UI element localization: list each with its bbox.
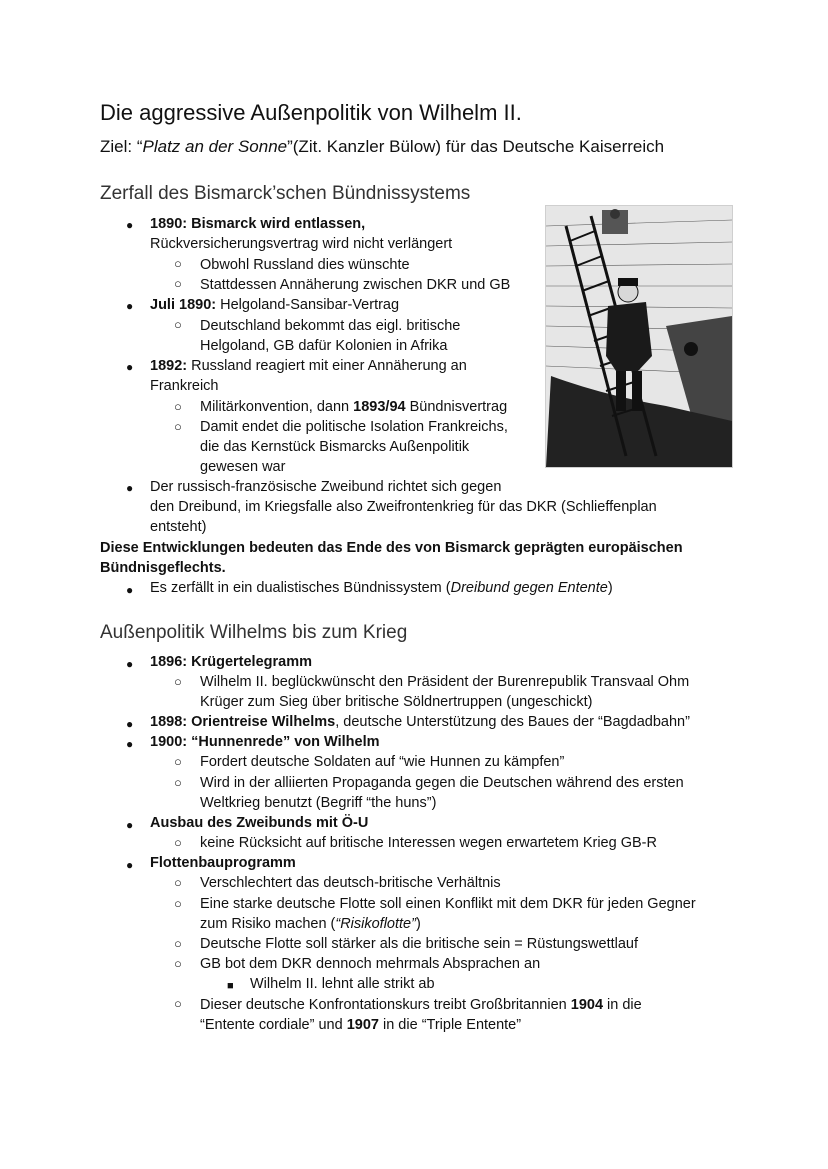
s1-juli-text: Helgoland-Sansibar-Vertrag xyxy=(216,297,400,313)
subtitle-suffix: ”(Zit. Kanzler Bülow) für das Deutsche Kaiserreich xyxy=(287,137,665,156)
s2-line-flotte-3 xyxy=(200,914,421,934)
bullet-disc xyxy=(126,299,133,313)
bullet-circle xyxy=(174,754,182,769)
s1-line-helgoland-2: Helgoland, GB dafür Kolonien in Afrika xyxy=(200,338,448,354)
s2-orient-text: , deutsche Unterstützung des Baues der “Bagdadbahn” xyxy=(335,714,690,730)
bullet-disc xyxy=(126,657,133,671)
m18-a: Dieser deutsche Konfrontationskurs treibt Großbritannien xyxy=(200,997,571,1013)
m18-bold: 1904 xyxy=(570,997,604,1013)
conclusion-line-3 xyxy=(150,578,613,598)
s2-line-hunnen-3: Weltkrieg benutzt (Begriff “the huns”) xyxy=(200,795,437,811)
s2-line-flotte-2: Eine starke deutsche Flotte soll einen Konflikt mit dem DKR für jeden Gegner xyxy=(200,896,696,912)
bullet-disc xyxy=(126,218,133,232)
s1-line-rueckversicherung: Rückversicherungsvertrag wird nicht verlängert xyxy=(150,236,453,252)
bullet-disc xyxy=(126,818,133,832)
subtitle-prefix: Ziel: “ xyxy=(100,137,143,156)
s1-line-zweibund-3: entsteht) xyxy=(150,519,207,535)
conclusion-line-2: Bündnisgeflechts. xyxy=(100,560,226,576)
s2-line-flotte-5: GB bot dem DKR dennoch mehrmals Absprachen an xyxy=(200,956,541,972)
bullet-circle xyxy=(174,674,182,689)
s2-line-flotte-7 xyxy=(200,995,642,1015)
s1-line-isolation-1: Damit endet die politische Isolation Frankreichs, xyxy=(200,419,508,435)
s2-line-krueger-2: Krüger zum Sieg über britische Söldnertruppen (ungeschickt) xyxy=(200,694,593,710)
bullet-circle xyxy=(174,956,182,971)
s2-line-flotte-6: Wilhelm II. lehnt alle strikt ab xyxy=(250,976,435,992)
s1-line-annaeherung: Stattdessen Annäherung zwischen DKR und GB xyxy=(200,277,511,293)
s1-mk-a: Militärkonvention, dann xyxy=(200,399,354,415)
s1-line-isolation-3: gewesen war xyxy=(200,459,286,475)
page-title: Die aggressive Außenpolitik von Wilhelm II. xyxy=(100,100,522,125)
m14-a: zum Risiko machen ( xyxy=(200,916,336,932)
s1-line-1892 xyxy=(150,356,467,376)
m14-italic: “Risikoflotte” xyxy=(335,916,416,932)
s1-line-russland-wunsch: Obwohl Russland dies wünschte xyxy=(200,257,410,273)
bullet-disc xyxy=(126,717,133,731)
s1-mk-b: Bündnisvertrag xyxy=(405,399,508,415)
s2-line-hunnen-1: Fordert deutsche Soldaten auf “wie Hunnen zu kämpfen” xyxy=(200,754,565,770)
s2-line-zweibund: Ausbau des Zweibunds mit Ö-U xyxy=(150,815,369,831)
s1-line-juli-1890 xyxy=(150,295,399,315)
s2-line-flottenbau: Flottenbauprogramm xyxy=(150,855,296,871)
section2-heading: Außenpolitik Wilhelms bis zum Krieg xyxy=(100,622,408,643)
bullet-circle xyxy=(174,835,182,850)
s2-line-hunnenrede: 1900: “Hunnenrede” von Wilhelm xyxy=(150,734,380,750)
bullet-disc xyxy=(126,481,133,495)
bullet-square xyxy=(227,978,234,992)
s1-line-isolation-2: die das Kernstück Bismarcks Außenpolitik xyxy=(200,439,470,455)
s1-line-militaerkonvention xyxy=(200,397,507,417)
s1-1892-text: Russland reagiert mit einer Annäherung an xyxy=(187,358,467,374)
s2-line-krueger-1: Wilhelm II. beglückwünscht den Präsident der Burenrepublik Transvaal Ohm xyxy=(200,674,690,690)
bullet-circle xyxy=(174,936,182,951)
s1-1892-bold: 1892: xyxy=(150,358,188,374)
bullet-circle xyxy=(174,419,182,434)
s2-line-hunnen-2: Wird in der alliierten Propaganda gegen die Deutschen während des ersten xyxy=(200,775,684,791)
c3-b: ) xyxy=(607,580,613,596)
s1-line-helgoland-1: Deutschland bekommt das eigl. britische xyxy=(200,318,461,334)
m18-b: in die xyxy=(603,997,642,1013)
s2-line-orientreise xyxy=(150,712,690,732)
conclusion-line-1: Diese Entwicklungen bedeuten das Ende des von Bismarck geprägten europäischen xyxy=(100,540,683,556)
s1-line-zweibund-2: den Dreibund, im Kriegsfalle also Zweifrontenkrieg für das DKR (Schlieffenplan xyxy=(150,499,657,515)
s2-line-kruegertelegramm: 1896: Krügertelegramm xyxy=(150,654,312,670)
cartoon-illustration xyxy=(545,205,733,468)
bullet-circle xyxy=(174,875,182,890)
page-subtitle xyxy=(100,137,664,157)
s2-line-flotte-8 xyxy=(200,1015,521,1035)
s2-line-ruecksicht: keine Rücksicht auf britische Interessen wegen erwartetem Krieg GB-R xyxy=(200,835,657,851)
bullet-circle xyxy=(174,996,182,1011)
s1-line-frankreich: Frankreich xyxy=(150,378,219,394)
subtitle-quote: Platz an der Sonne xyxy=(142,137,288,156)
bullet-circle xyxy=(174,896,182,911)
bullet-disc xyxy=(126,858,133,872)
cartoon-drawing xyxy=(546,206,732,467)
bullet-disc xyxy=(126,737,133,751)
s2-orient-bold: 1898: Orientreise Wilhelms xyxy=(150,714,336,730)
bullet-disc xyxy=(126,583,133,597)
bullet-disc xyxy=(126,360,133,374)
bullet-circle xyxy=(174,399,182,414)
m19-b: in die “Triple Entente” xyxy=(378,1017,522,1033)
bullet-circle xyxy=(174,317,182,332)
s1-line-1890: 1890: Bismarck wird entlassen, xyxy=(150,216,366,232)
bullet-circle xyxy=(174,276,182,291)
section1-heading: Zerfall des Bismarck’schen Bündnissystems xyxy=(100,183,471,204)
s1-juli-bold: Juli 1890: xyxy=(150,297,217,313)
c3-italic: Dreibund gegen Entente xyxy=(450,580,608,596)
bullet-circle xyxy=(174,775,182,790)
bullet-circle xyxy=(174,256,182,271)
m19-bold: 1907 xyxy=(346,1017,379,1033)
s1-line-zweibund-1: Der russisch-französische Zweibund richtet sich gegen xyxy=(150,479,502,495)
s2-line-flotte-1: Verschlechtert das deutsch-britische Verhältnis xyxy=(200,875,501,891)
m19-a: “Entente cordiale” und xyxy=(200,1017,347,1033)
s1-mk-bold: 1893/94 xyxy=(353,399,406,415)
c3-a: Es zerfällt in ein dualistisches Bündnissystem ( xyxy=(150,580,451,596)
s2-line-flotte-4: Deutsche Flotte soll stärker als die britische sein = Rüstungswettlauf xyxy=(200,936,639,952)
m14-b: ) xyxy=(415,916,421,932)
